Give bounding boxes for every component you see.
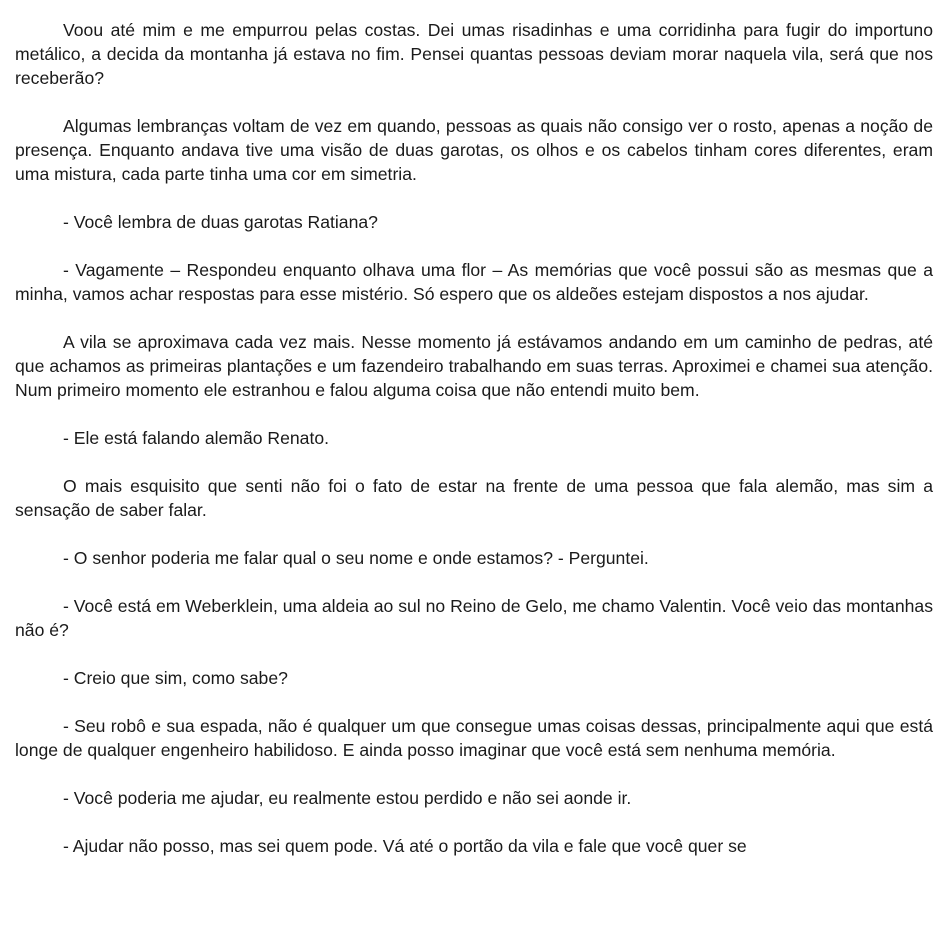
paragraph: Algumas lembranças voltam de vez em quando, pessoas as quais não consigo ver o rosto, apenas a noção de presença. Enquanto andava tive uma visão de duas garotas, os olhos e os cabelos tinham cores diferentes, eram uma mistura, cada parte tinha uma cor em simetria. (15, 116, 933, 184)
paragraph: - Ele está falando alemão Renato. (63, 428, 330, 448)
document-page (15, 18, 933, 858)
paragraph: - O senhor poderia me falar qual o seu nome e onde estamos? - Perguntei. (63, 548, 649, 568)
paragraph: - Ajudar não posso, mas sei quem pode. Vá até o portão da vila e fale que você quer se (63, 836, 747, 856)
paragraph: - Você lembra de duas garotas Ratiana? (63, 212, 378, 232)
paragraph: - Seu robô e sua espada, não é qualquer um que consegue umas coisas dessas, principalmente aqui que está longe de qualquer engenheiro habilidoso. E ainda posso imaginar que você está sem nenhuma memória. (15, 716, 933, 760)
paragraph: A vila se aproximava cada vez mais. Nesse momento já estávamos andando em um caminho de pedras, até que achamos as primeiras plantações e um fazendeiro trabalhando em suas terras. Aproximei e chamei sua atenção. Num primeiro momento ele estranhou e falou alguma coisa que não entendi muito bem. (15, 332, 933, 400)
paragraph: - Você poderia me ajudar, eu realmente estou perdido e não sei aonde ir. (63, 788, 632, 808)
paragraph: Voou até mim e me empurrou pelas costas. Dei umas risadinhas e uma corridinha para fugir do importuno metálico, a decida da montanha já estava no fim. Pensei quantas pessoas deviam morar naquela vila, será que nos receberão? (15, 20, 933, 88)
paragraph: - Creio que sim, como sabe? (63, 668, 288, 688)
paragraph: - Você está em Weberklein, uma aldeia ao sul no Reino de Gelo, me chamo Valentin. Você veio das montanhas não é? (15, 596, 933, 640)
paragraph: - Vagamente – Respondeu enquanto olhava uma flor – As memórias que você possui são as mesmas que a minha, vamos achar respostas para esse mistério. Só espero que os aldeões estejam dispostos a nos ajudar. (15, 260, 933, 304)
paragraph: O mais esquisito que senti não foi o fato de estar na frente de uma pessoa que fala alemão, mas sim a sensação de saber falar. (15, 476, 933, 520)
